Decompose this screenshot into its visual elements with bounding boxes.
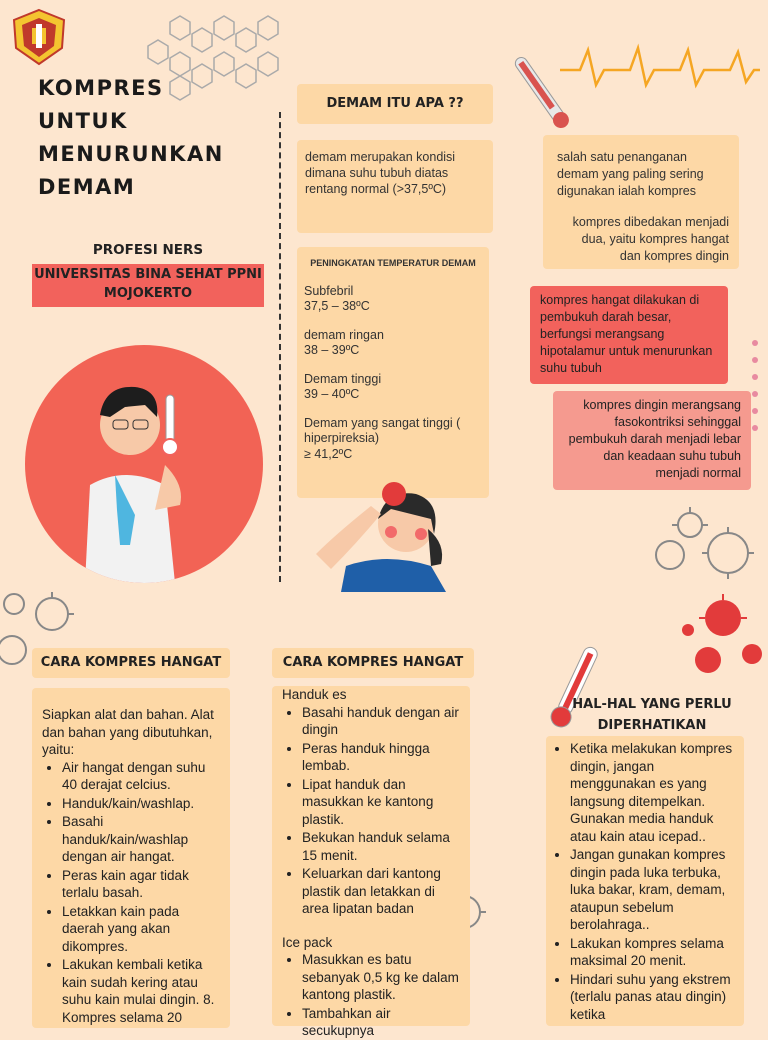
title-line: UNTUK <box>38 109 128 133</box>
red-virus-icon <box>678 590 768 680</box>
temperature-level: Demam tinggi 39 – 40ºC <box>304 371 382 401</box>
hal-header: HAL-HAL YANG PERLU DIPERHATIKAN <box>572 697 732 733</box>
list-item: • Lakukan kompres selama maksimal 20 menit. <box>570 935 736 970</box>
cara-dingin-box <box>272 686 470 1038</box>
handuk-es-label: Handuk es <box>282 687 347 702</box>
kompres-hangat-box: kompres hangat dilakukan di pembukuh darah besar, berfungsi merangsang hipotalamur untuk menurunkan suhu tubuh <box>530 286 728 384</box>
list-item: • Hindari suhu yang ekstrem (terlalu panas atau dingin) ketika <box>570 971 736 1024</box>
list-item: • Air hangat dengan suhu 40 derajat celcius. <box>62 759 222 794</box>
right-info-box <box>543 135 739 269</box>
list-item: • Lakukan kembali ketika kain sudah kering atau suhu kain mulai dingin. 8. Kompres selama 20 <box>62 956 222 1026</box>
list-item: • Peras kain agar tidak terlalu basah. <box>62 867 222 902</box>
dots-decoration <box>750 338 760 488</box>
university-name: UNIVERSITAS BINA SEHAT PPNI MOJOKERTO <box>32 264 264 307</box>
cara-hangat-intro: Siapkan alat dan bahan. Alat dan bahan yang dibutuhkan, yaitu: <box>42 707 214 757</box>
temperature-level: Subfebril 37,5 – 38ºC <box>304 283 370 313</box>
title-line: MENURUNKAN <box>38 142 224 166</box>
temperature-level: Demam yang sangat tinggi ( hiperpireksia) ≥ 41,2ºC <box>304 415 461 461</box>
profesi-label: PROFESI NERS <box>92 242 204 258</box>
list-item: • Peras handuk hingga lembab. <box>302 740 462 775</box>
temperature-box <box>297 247 489 498</box>
dibedakan-text: kompres dibedakan menjadi dua, yaitu kompres hangat dan kompres dingin <box>572 215 729 263</box>
list-item: • Tambahkan air secukupnya <box>302 1005 462 1040</box>
cara-hangat-box <box>32 688 230 1028</box>
temperature-header: PENINGKATAN TEMPERATUR DEMAM <box>310 258 476 268</box>
title-line: KOMPRES <box>38 76 164 100</box>
list-item: • Basahi handuk/kain/washlap dengan air hangat. <box>62 813 222 866</box>
temperature-level: demam ringan 38 – 39ºC <box>304 327 384 357</box>
demam-header: DEMAM ITU APA ?? <box>297 84 493 124</box>
cara-dingin-header: CARA KOMPRES HANGAT <box>272 648 474 678</box>
list-item: • Masukkan es batu sebanyak 0,5 kg ke dalam kantong plastik. <box>302 951 462 1004</box>
doctor-illustration <box>25 345 263 583</box>
handuk-es-list <box>282 704 462 918</box>
demam-definition: demam merupakan kondisi dimana suhu tubuh diatas rentang normal (>37,5ºC) <box>297 140 493 233</box>
penanganan-text: salah satu penanganan demam yang paling sering digunakan ialah kompres <box>557 150 704 198</box>
university-logo <box>10 8 68 66</box>
vertical-divider <box>279 112 281 582</box>
list-item: • Keluarkan dari kantong plastik dan letakkan di area lipatan badan <box>302 865 462 918</box>
page-title <box>38 72 224 204</box>
thermometer-icon <box>502 46 582 141</box>
list-item: • Basahi handuk dengan air dingin <box>302 704 462 739</box>
virus-icon <box>650 505 760 585</box>
hal-list <box>550 740 736 1023</box>
cara-hangat-header: CARA KOMPRES HANGAT <box>32 648 230 678</box>
ice-pack-list <box>282 951 462 1040</box>
list-item: • Lipat handuk dan masukkan ke kantong plastik. <box>302 776 462 829</box>
title-line: DEMAM <box>38 175 136 199</box>
ice-pack-label: Ice pack <box>282 934 333 950</box>
kompres-dingin-box: kompres dingin merangsang fasokontriksi sehinggal pembukuh darah menjadi lebar dan keadaan suhu tubuh menjadi normal <box>553 391 751 490</box>
cara-hangat-list <box>42 759 222 1027</box>
heartbeat-icon <box>560 40 760 90</box>
hal-box <box>546 736 744 1026</box>
list-item: • Ketika melakukan kompres dingin, jangan menggunakan es yang langsung ditempelkan. Gunakan media handuk atau kain atau icepad.. <box>570 740 736 845</box>
sick-woman-illustration <box>316 474 461 592</box>
list-item: • Bekukan handuk selama 15 menit. <box>302 829 462 864</box>
list-item: • Handuk/kain/washlap. <box>62 795 222 813</box>
list-item: • Letakkan kain pada daerah yang akan dikompres. <box>62 903 222 956</box>
list-item: • Jangan gunakan kompres dingin pada luka terbuka, luka bakar, kram, demam, ataupun sebelum berolahraga.. <box>570 846 736 934</box>
